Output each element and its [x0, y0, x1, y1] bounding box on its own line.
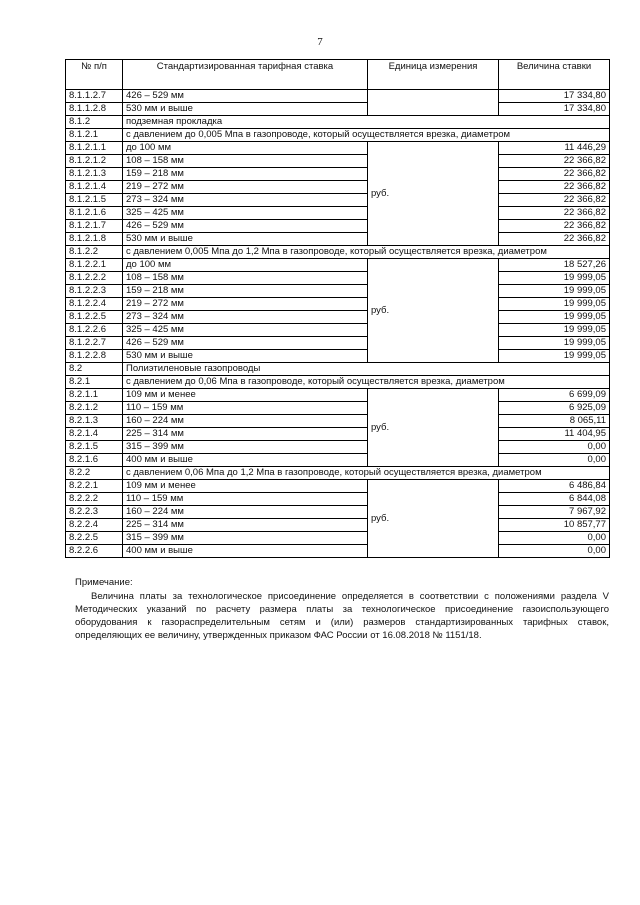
row-num: 8.2.2.1: [66, 480, 123, 493]
row-desc: 159 – 218 мм: [123, 168, 368, 181]
row-num: 8.1.2.1.6: [66, 207, 123, 220]
unit-cell: руб.: [368, 480, 499, 558]
row-desc: 530 мм и выше: [123, 103, 368, 116]
row-value: 7 967,92: [499, 506, 610, 519]
row-desc: 325 – 425 мм: [123, 207, 368, 220]
row-value: 22 366,82: [499, 181, 610, 194]
table-row: [66, 233, 610, 246]
table-row: [66, 545, 610, 558]
row-desc: 109 мм и менее: [123, 480, 368, 493]
note-title: Примечание:: [75, 577, 133, 588]
row-desc: 273 – 324 мм: [123, 311, 368, 324]
section-num: 8.1.2.1: [66, 129, 123, 142]
row-num: 8.1.2.1.8: [66, 233, 123, 246]
unit-cell: руб.: [368, 142, 499, 246]
header-value: Величина ставки: [499, 60, 610, 90]
section-row: [66, 363, 610, 376]
row-num: 8.1.2.1.4: [66, 181, 123, 194]
section-row: [66, 246, 610, 259]
row-value: 11 404,95: [499, 428, 610, 441]
row-value: 8 065,11: [499, 415, 610, 428]
row-desc: 273 – 324 мм: [123, 194, 368, 207]
table-row: [66, 155, 610, 168]
table-header-row: [66, 60, 610, 90]
row-desc: 108 – 158 мм: [123, 155, 368, 168]
row-value: 22 366,82: [499, 194, 610, 207]
row-num: 8.2.2.4: [66, 519, 123, 532]
row-value: 17 334,80: [499, 90, 610, 103]
row-desc: 426 – 529 мм: [123, 220, 368, 233]
table-row: [66, 259, 610, 272]
row-value: 6 844,08: [499, 493, 610, 506]
section-num: 8.1.2: [66, 116, 123, 129]
row-desc: 160 – 224 мм: [123, 415, 368, 428]
section-num: 8.1.2.2: [66, 246, 123, 259]
row-desc: 160 – 224 мм: [123, 506, 368, 519]
tariff-table: [65, 59, 610, 558]
row-num: 8.1.2.2.6: [66, 324, 123, 337]
row-num: 8.1.2.2.1: [66, 259, 123, 272]
table-row: [66, 103, 610, 116]
page-number: 7: [317, 36, 323, 48]
row-num: 8.1.2.1.2: [66, 155, 123, 168]
row-num: 8.1.2.2.4: [66, 298, 123, 311]
table-row: [66, 506, 610, 519]
section-title: с давлением 0,005 Мпа до 1,2 Мпа в газопроводе, который осуществляется врезка, диаметром: [123, 246, 610, 259]
row-value: 22 366,82: [499, 155, 610, 168]
row-unit: [368, 90, 499, 116]
section-title: Полиэтиленовые газопроводы: [123, 363, 610, 376]
row-num: 8.2.1.6: [66, 454, 123, 467]
row-value: 22 366,82: [499, 207, 610, 220]
row-desc: 315 – 399 мм: [123, 441, 368, 454]
row-num: 8.2.1.4: [66, 428, 123, 441]
table-row: [66, 337, 610, 350]
section-row: [66, 129, 610, 142]
table-row: [66, 415, 610, 428]
row-num: 8.1.2.1.1: [66, 142, 123, 155]
row-desc: 110 – 159 мм: [123, 402, 368, 415]
table-row: [66, 493, 610, 506]
row-desc: до 100 мм: [123, 259, 368, 272]
header-unit: Единица измерения: [368, 60, 499, 90]
section-num: 8.2.1: [66, 376, 123, 389]
section-row: [66, 376, 610, 389]
header-num: № п/п: [66, 60, 123, 90]
row-value: 19 999,05: [499, 324, 610, 337]
row-desc: 530 мм и выше: [123, 233, 368, 246]
table-row: [66, 454, 610, 467]
row-num: 8.2.1.3: [66, 415, 123, 428]
table-row: [66, 324, 610, 337]
table-row: [66, 181, 610, 194]
table-row: [66, 207, 610, 220]
table-row: [66, 311, 610, 324]
row-value: 0,00: [499, 454, 610, 467]
row-desc: 219 – 272 мм: [123, 298, 368, 311]
row-num: 8.1.2.2.2: [66, 272, 123, 285]
row-value: 19 999,05: [499, 350, 610, 363]
row-value: 6 486,84: [499, 480, 610, 493]
row-value: 0,00: [499, 441, 610, 454]
row-desc: 225 – 314 мм: [123, 428, 368, 441]
row-desc: 426 – 529 мм: [123, 90, 368, 103]
row-desc: 110 – 159 мм: [123, 493, 368, 506]
row-value: 11 446,29: [499, 142, 610, 155]
section-title: с давлением 0,06 Мпа до 1,2 Мпа в газопроводе, который осуществляется врезка, диаметром: [123, 467, 610, 480]
table-row: [66, 285, 610, 298]
table-row: [66, 90, 610, 103]
row-num: 8.1.1.2.8: [66, 103, 123, 116]
row-value: 19 999,05: [499, 285, 610, 298]
row-num: 8.2.1.5: [66, 441, 123, 454]
row-num: 8.2.2.5: [66, 532, 123, 545]
unit-cell: руб.: [368, 259, 499, 363]
row-num: 8.1.2.2.5: [66, 311, 123, 324]
section-title: с давлением до 0,06 Мпа в газопроводе, который осуществляется врезка, диаметром: [123, 376, 610, 389]
row-desc: 108 – 158 мм: [123, 272, 368, 285]
table-row: [66, 428, 610, 441]
row-desc: 400 мм и выше: [123, 454, 368, 467]
section-title: с давлением до 0,005 Мпа в газопроводе, который осуществляется врезка, диаметром: [123, 129, 610, 142]
row-desc: 219 – 272 мм: [123, 181, 368, 194]
row-value: 17 334,80: [499, 103, 610, 116]
section-title: подземная прокладка: [123, 116, 610, 129]
row-desc: 159 – 218 мм: [123, 285, 368, 298]
row-desc: 225 – 314 мм: [123, 519, 368, 532]
note-body: Величина платы за технологическое присоединение определяется в соответствии с положениями раздела V Методических указаний по расчету размера платы за технологическое присоединение газоиспользующего оборудования к газораспределительным сетям и (или) размеров стандартизированных тарифных ставок, определяющих ее величину, утвержденных приказом ФАС России от 16.08.2018 № 1151/18.: [75, 591, 609, 641]
row-value: 0,00: [499, 545, 610, 558]
row-num: 8.1.2.1.3: [66, 168, 123, 181]
row-value: 22 366,82: [499, 233, 610, 246]
table-row: [66, 220, 610, 233]
row-value: 18 527,26: [499, 259, 610, 272]
row-num: 8.2.2.2: [66, 493, 123, 506]
table-row: [66, 532, 610, 545]
row-desc: до 100 мм: [123, 142, 368, 155]
row-value: 19 999,05: [499, 298, 610, 311]
row-value: 19 999,05: [499, 272, 610, 285]
table-row: [66, 519, 610, 532]
row-desc: 426 – 529 мм: [123, 337, 368, 350]
row-desc: 325 – 425 мм: [123, 324, 368, 337]
note-block: [75, 576, 609, 642]
table-row: [66, 194, 610, 207]
section-row: [66, 116, 610, 129]
table-row: [66, 142, 610, 155]
table-row: [66, 441, 610, 454]
row-value: 10 857,77: [499, 519, 610, 532]
table-row: [66, 480, 610, 493]
row-desc: 109 мм и менее: [123, 389, 368, 402]
table-row: [66, 168, 610, 181]
row-desc: 400 мм и выше: [123, 545, 368, 558]
table-row: [66, 402, 610, 415]
row-value: 19 999,05: [499, 311, 610, 324]
row-value: 19 999,05: [499, 337, 610, 350]
row-num: 8.2.2.3: [66, 506, 123, 519]
table-row: [66, 389, 610, 402]
row-num: 8.2.1.1: [66, 389, 123, 402]
row-num: 8.1.2.2.8: [66, 350, 123, 363]
row-desc: 530 мм и выше: [123, 350, 368, 363]
row-num: 8.1.2.1.7: [66, 220, 123, 233]
row-num: 8.1.1.2.7: [66, 90, 123, 103]
section-row: [66, 467, 610, 480]
table-row: [66, 298, 610, 311]
section-num: 8.2.2: [66, 467, 123, 480]
row-value: 6 699,09: [499, 389, 610, 402]
header-rate: Стандартизированная тарифная ставка: [123, 60, 368, 90]
section-num: 8.2: [66, 363, 123, 376]
row-value: 22 366,82: [499, 220, 610, 233]
row-desc: 315 – 399 мм: [123, 532, 368, 545]
table-row: [66, 350, 610, 363]
row-num: 8.1.2.2.7: [66, 337, 123, 350]
row-num: 8.2.2.6: [66, 545, 123, 558]
row-value: 22 366,82: [499, 168, 610, 181]
row-num: 8.1.2.2.3: [66, 285, 123, 298]
row-value: 0,00: [499, 532, 610, 545]
row-num: 8.2.1.2: [66, 402, 123, 415]
table-row: [66, 272, 610, 285]
row-value: 6 925,09: [499, 402, 610, 415]
row-num: 8.1.2.1.5: [66, 194, 123, 207]
unit-cell: руб.: [368, 389, 499, 467]
